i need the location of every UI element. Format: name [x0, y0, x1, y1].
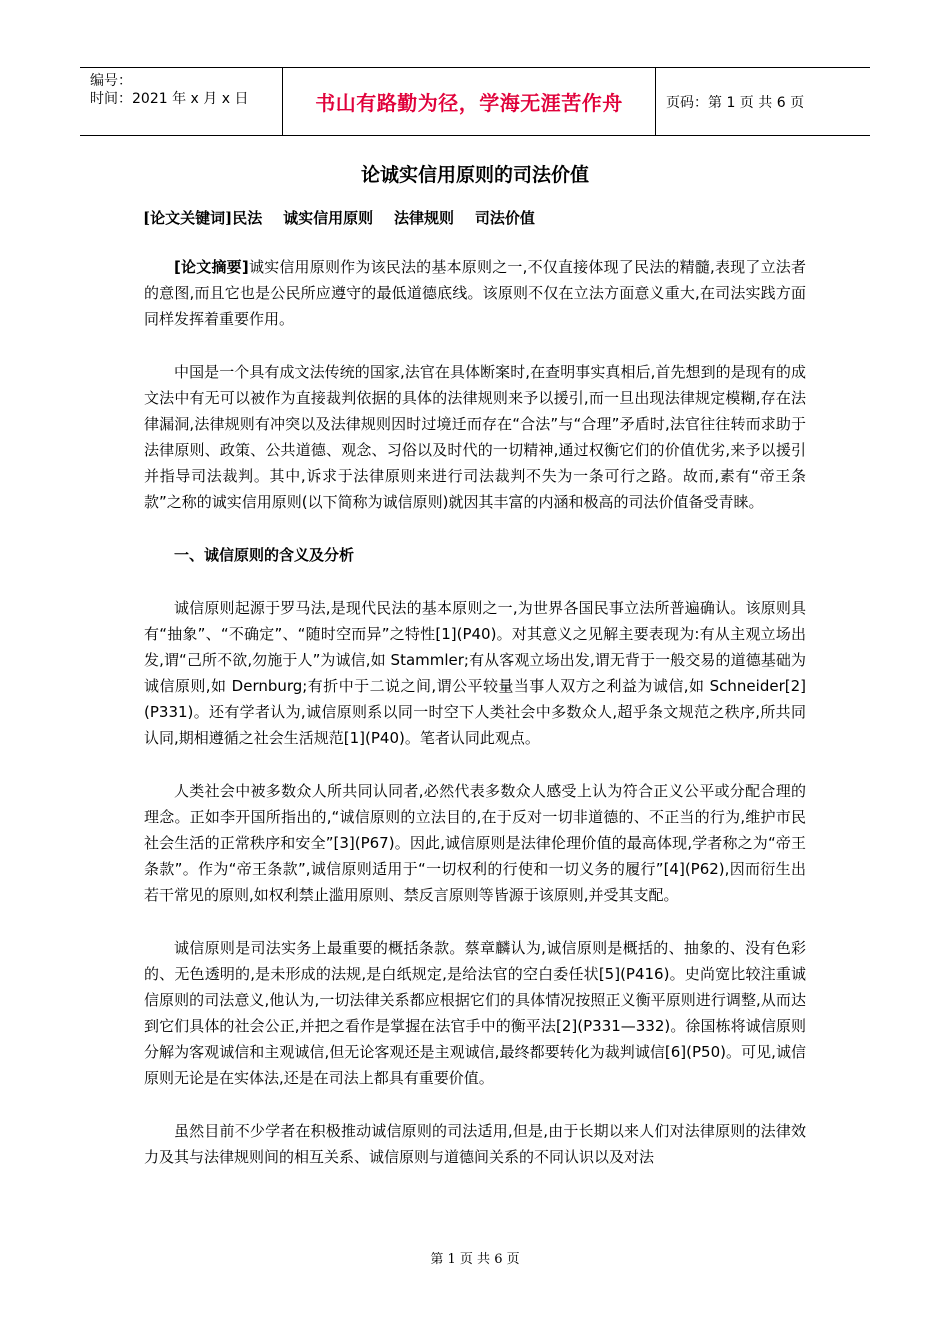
header-meta-cell	[80, 68, 282, 135]
header-page-cell	[656, 68, 870, 135]
document-body	[144, 254, 806, 1170]
paragraph-section1-2: 人类社会中被多数众人所共同认同者,必然代表多数众人感受上认为符合正义公平或分配合理的理念。正如李开国所指出的,“诚信原则的立法目的,在于反对一切非道德的、不正当的行为,维护市民社会生活的正常秩序和安全”[3](P67)。因此,诚信原则是法律伦理价值的最高体现,学者称之为“帝王条款”。作为“帝王条款”,诚信原则适用于“一切权利的行使和一切义务的履行”[4](P62),因而衍生出若干常见的原则,如权利禁止滥用原则、禁反言原则等皆源于该原则,并受其支配。	[144, 782, 806, 904]
keywords-line: [论文关键词]民法 诚实信用原则 法律规则 司法价值	[143, 209, 535, 227]
document-number-label: 编号：	[90, 73, 132, 89]
section-heading: 一、诚信原则的含义及分析	[174, 546, 355, 564]
abstract-text: 诚实信用原则作为该民法的基本原则之一,不仅直接体现了民法的精髓,表现了立法者的意图,而且它也是公民所应遵守的最低道德底线。该原则不仅在立法方面意义重大,在司法实践方面同样发挥着重要作用。	[144, 258, 806, 328]
header-page-info: 页码：第 1 页 共 6 页	[666, 94, 805, 111]
page-footer: 第 1 页 共 6 页	[430, 1252, 520, 1267]
motto-text: 书山有路勤为径，学海无涯苦作舟	[315, 91, 623, 115]
page-title: 论诚实信用原则的司法价值	[360, 164, 589, 186]
paragraph-section1-3: 诚信原则是司法实务上最重要的概括条款。蔡章麟认为,诚信原则是概括的、抽象的、没有色彩的、无色透明的,是未形成的法规,是白纸规定,是给法官的空白委任状[5](P416)。史尚宽比较注重诚信原则的司法意义,他认为,一切法律关系都应根据它们的具体情况按照正义衡平原则进行调整,从而达到它们具体的社会公正,并把之看作是掌握在法官手中的衡平法[2](P331—332)。徐国栋将诚信原则分解为客观诚信和主观诚信,但无论客观还是主观诚信,最终都要转化为裁判诚信[6](P50)。可见,诚信原则无论是在实体法,还是在司法上都具有重要价值。	[144, 939, 806, 1087]
abstract-label: [论文摘要]	[174, 258, 249, 276]
abstract-paragraph	[144, 254, 806, 332]
header-motto-cell	[282, 68, 656, 135]
paragraph-intro: 中国是一个具有成文法传统的国家,法官在具体断案时,在查明事实真相后,首先想到的是现有的成文法中有无可以被作为直接裁判依据的具体的法律规则来予以援引,而一旦出现法律规定模糊,存在法律漏洞,法律规则有冲突以及法律规则因时过境迁而存在“合法”与“合理”矛盾时,法官往往转而求助于法律原则、政策、公共道德、观念、习俗以及时代的一切精神,通过权衡它们的价值优劣,来予以援引并指导司法裁判。其中,诉求于法律原则来进行司法裁判不失为一条可行之路。故而,素有“帝王条款”之称的诚实信用原则(以下简称为诚信原则)就因其丰富的内涵和极高的司法价值备受青睐。	[144, 363, 806, 511]
paragraph-section1-4: 虽然目前不少学者在积极推动诚信原则的司法适用,但是,由于长期以来人们对法律原则的法律效力及其与法律规则间的相互关系、诚信原则与道德间关系的不同认识以及对法	[144, 1122, 806, 1166]
paragraph-section1-1: 诚信原则起源于罗马法,是现代民法的基本原则之一,为世界各国民事立法所普遍确认。该原则具有“抽象”、“不确定”、“随时空而异”之特性[1](P40)。对其意义之见解主要表现为:有从主观立场出发,谓“己所不欲,勿施于人”为诚信,如 Stammler;有从客观立场出发,谓无背于一般交易的道德基础为诚信原则,如 Dernburg;有折中于二说之间,谓公平较量当事人双方之利益为诚信,如 Schneider[2](P331)。还有学者认为,诚信原则系以同一时空下人类社会中多数众人,超乎条文规范之秩序,所共同认同,期相遵循之社会生活规范[1](P40)。笔者认同此观点。	[144, 599, 806, 747]
document-date: 时间：2021 年 x 月 x 日	[90, 91, 249, 107]
header-table	[80, 67, 870, 136]
